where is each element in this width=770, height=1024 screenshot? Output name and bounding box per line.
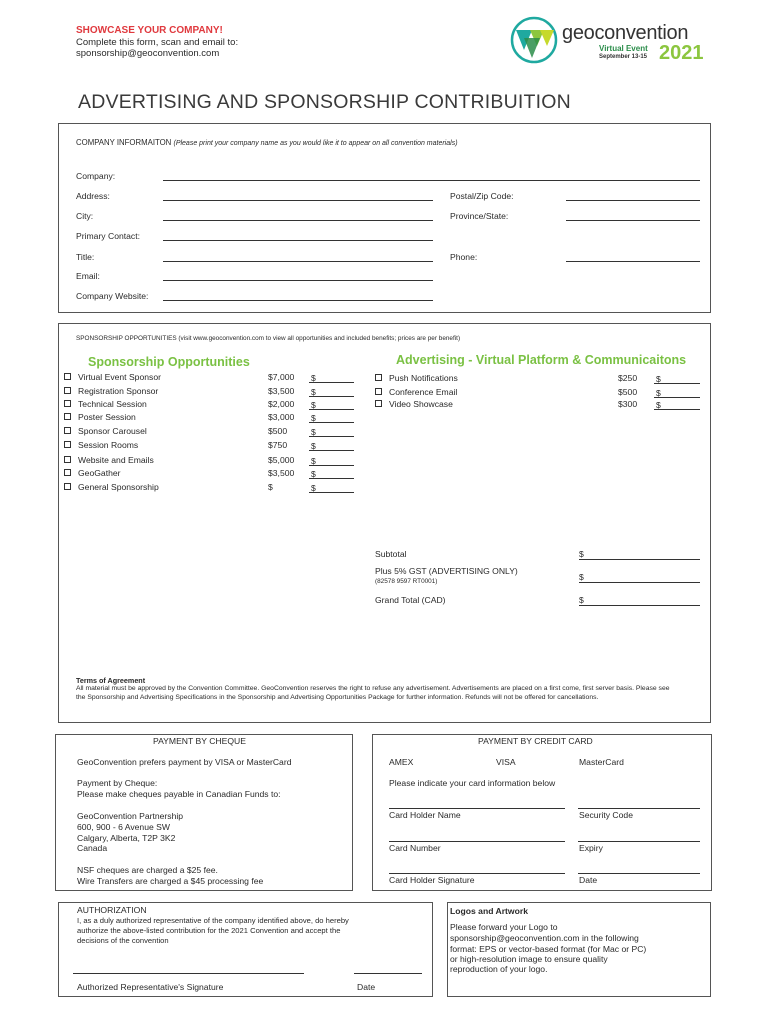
sponsorship-item[interactable] (64, 386, 158, 396)
email-field[interactable] (163, 280, 433, 281)
checkbox-icon[interactable] (375, 374, 382, 381)
card-date-field[interactable] (578, 873, 700, 874)
checkbox-icon[interactable] (64, 483, 71, 490)
card-amex[interactable]: AMEX (389, 757, 414, 767)
advertising-item-price: $500 (618, 387, 638, 397)
sponsorship-item-label: Technical Session (78, 399, 147, 409)
postal-label: Postal/Zip Code: (450, 191, 514, 201)
website-field[interactable] (163, 300, 433, 301)
city-label: City: (76, 211, 94, 221)
authorized-signature-field[interactable] (73, 973, 304, 974)
phone-field[interactable] (566, 261, 700, 262)
card-signature-field[interactable] (389, 873, 565, 874)
subtotal-field[interactable] (579, 559, 700, 560)
phone-label: Phone: (450, 252, 478, 262)
logo-virtual-event: Virtual Event (599, 44, 648, 53)
cheque-payable: Please make cheques payable in Canadian Funds to: (77, 789, 281, 799)
cheque-wire: Wire Transfers are charged a $45 processing fee (77, 876, 264, 886)
sponsorship-item-label: Session Rooms (78, 440, 139, 450)
logo-dates: September 13-15 (599, 54, 648, 60)
grand-total-field[interactable] (579, 605, 700, 606)
sponsorship-amount-dollar: $ (311, 400, 316, 410)
authorized-signature-label: Authorized Representative's Signature (77, 982, 224, 992)
logos-body-1: Please forward your Logo to (450, 922, 558, 932)
sponsorship-item-price: $2,000 (268, 399, 295, 409)
terms-heading: Terms of Agreement (76, 676, 146, 685)
address-field[interactable] (163, 200, 433, 201)
cheque-addr1: GeoConvention Partnership (77, 811, 184, 821)
instructions-line-1: Complete this form, scan and email to: (76, 37, 239, 48)
checkbox-icon[interactable] (64, 387, 71, 394)
sponsorship-amount-dollar: $ (311, 456, 316, 466)
sponsorship-item-label: Virtual Event Sponsor (78, 372, 161, 382)
sponsorship-item-label: General Sponsorship (78, 482, 159, 492)
sponsorship-item-label: Registration Sponsor (78, 386, 159, 396)
sponsorship-item-label: Website and Emails (78, 455, 154, 465)
sponsorship-item-price: $3,500 (268, 386, 295, 396)
grand-total-label: Grand Total (CAD) (375, 595, 446, 605)
card-heading: PAYMENT BY CREDIT CARD (478, 736, 593, 746)
gst-field[interactable] (579, 582, 700, 583)
checkbox-icon[interactable] (64, 469, 71, 476)
sponsorship-amount-dollar: $ (311, 413, 316, 423)
address-label: Address: (76, 191, 110, 201)
sponsorship-amount-field[interactable] (309, 465, 354, 466)
advertising-item-label: Push Notifications (389, 373, 458, 383)
security-code-field[interactable] (578, 808, 700, 809)
expiry-label: Expiry (579, 843, 603, 853)
card-holder-name-label: Card Holder Name (389, 810, 461, 820)
checkbox-icon[interactable] (64, 456, 71, 463)
sponsorship-item[interactable] (64, 412, 136, 422)
grand-total-dollar: $ (579, 595, 584, 605)
sponsorship-amount-field[interactable] (309, 492, 354, 493)
advertising-amount-field[interactable] (654, 409, 700, 410)
sponsorship-item[interactable] (64, 455, 154, 465)
expiry-field[interactable] (578, 841, 700, 842)
sponsorship-item[interactable] (64, 468, 121, 478)
email-label: Email: (76, 271, 100, 281)
opportunities-heading: SPONSORSHIP OPPORTUNITIES (visit www.geoconvention.com to view all opportunities and included benefits; prices are per benefit) (76, 335, 461, 342)
card-mastercard[interactable]: MasterCard (579, 757, 624, 767)
card-number-label: Card Number (389, 843, 441, 853)
sponsorship-item-price: $7,000 (268, 372, 295, 382)
authorization-body-3: decisions of the convention (77, 936, 169, 945)
company-info-heading: COMPANY INFORMAITON (Please print your company name as you would like it to appear on all convention materials) (76, 138, 458, 147)
sponsorship-amount-dollar: $ (311, 427, 316, 437)
sponsorship-item[interactable] (64, 372, 161, 382)
sponsorship-amount-field[interactable] (309, 396, 354, 397)
authorization-body-2: authorize the above-listed contribution for the 2021 Convention and accept the (77, 926, 341, 935)
province-label: Province/State: (450, 211, 509, 221)
sponsorship-amount-dollar: $ (311, 441, 316, 451)
sponsorship-amount-dollar: $ (311, 373, 316, 383)
subtotal-dollar: $ (579, 549, 584, 559)
logos-body-3: format: EPS or vector-based format (for Mac or PC) (450, 944, 647, 954)
authorization-date-field[interactable] (354, 973, 422, 974)
card-holder-name-field[interactable] (389, 808, 565, 809)
advertising-title: Advertising - Virtual Platform & Communicaitons (396, 353, 687, 367)
city-field[interactable] (163, 220, 433, 221)
logos-body-4: or high-resolution image to ensure quality (450, 954, 608, 964)
cheque-addr4: Canada (77, 843, 108, 853)
advertising-item-label: Video Showcase (389, 399, 453, 409)
advertising-item-price: $250 (618, 373, 638, 383)
sponsorship-item-label: Sponsor Carousel (78, 426, 147, 436)
advertising-amount-dollar: $ (656, 374, 661, 384)
sponsorship-item[interactable] (64, 399, 147, 409)
logos-body-2: sponsorship@geoconvention.com in the following (450, 933, 639, 943)
page-title: ADVERTISING AND SPONSORSHIP CONTRIBUITION (78, 91, 571, 113)
logo-mark-icon (510, 16, 558, 64)
logos-heading: Logos and Artwork (450, 906, 528, 916)
checkbox-icon[interactable] (375, 400, 382, 407)
checkbox-icon[interactable] (64, 373, 71, 380)
sponsorship-item-price: $5,000 (268, 455, 295, 465)
sponsorship-title: Sponsorship Opportunities (88, 355, 250, 369)
title-field[interactable] (163, 261, 433, 262)
cheque-addr2: 600, 900 - 6 Avenue SW (77, 822, 171, 832)
cheque-heading: PAYMENT BY CHEQUE (153, 736, 246, 746)
showcase-heading: SHOWCASE YOUR COMPANY! (76, 25, 223, 36)
sponsorship-amount-field[interactable] (309, 382, 354, 383)
card-indicate: Please indicate your card information below (389, 778, 556, 788)
card-visa[interactable]: VISA (496, 757, 516, 767)
title-label: Title: (76, 252, 95, 262)
province-field[interactable] (566, 220, 700, 221)
advertising-item[interactable] (375, 373, 458, 383)
sponsorship-item-price: $ (268, 482, 273, 492)
geoconvention-logo (510, 16, 710, 66)
checkbox-icon[interactable] (375, 388, 382, 395)
sponsorship-amount-field[interactable] (309, 422, 354, 423)
checkbox-icon[interactable] (64, 413, 71, 420)
gst-number: (82578 9597 RT0001) (375, 578, 438, 585)
checkbox-icon[interactable] (64, 427, 71, 434)
advertising-amount-field[interactable] (654, 383, 700, 384)
checkbox-icon[interactable] (64, 400, 71, 407)
authorization-date-label: Date (357, 982, 376, 992)
sponsorship-item[interactable] (64, 440, 138, 450)
sponsorship-item-price: $500 (268, 426, 288, 436)
opportunities-section (58, 323, 711, 723)
advertising-item[interactable] (375, 387, 457, 397)
sponsorship-amount-field[interactable] (309, 478, 354, 479)
logo-year: 2021 (659, 42, 704, 64)
cheque-nsf: NSF cheques are charged a $25 fee. (77, 865, 218, 875)
terms-body: All material must be approved by the Convention Committee. GeoConvention reserves the right to refuse any advertisement. Advertisements are placed on a first come, first server basis. Please see the Sponsorship and Advertising Specifications in the Sponsorship and Advertising Opportunities Package for further information. Refunds will not be offered for cancellations. (76, 685, 670, 701)
cheque-addr3: Calgary, Alberta, T2P 3K2 (77, 833, 176, 843)
logo-text: geoconvention (562, 22, 689, 44)
company-field[interactable] (163, 180, 700, 181)
sponsorship-amount-field[interactable] (309, 409, 354, 410)
card-signature-label: Card Holder Signature (389, 875, 475, 885)
sponsorship-item-label: GeoGather (78, 468, 121, 478)
sponsorship-amount-field[interactable] (309, 436, 354, 437)
sponsorship-item-price: $3,000 (268, 412, 295, 422)
security-code-label: Security Code (579, 810, 633, 820)
sponsorship-item-price: $750 (268, 440, 288, 450)
advertising-item-label: Conference Email (389, 387, 458, 397)
logos-body-5: reproduction of your logo. (450, 964, 548, 974)
authorization-heading: AUTHORIZATION (77, 905, 147, 915)
advertising-item-price: $300 (618, 399, 638, 409)
authorization-body-1: I, as a duly authorized representative of the company identified above, do hereby (77, 916, 349, 925)
instructions-email: sponsorship@geoconvention.com (76, 48, 220, 59)
company-label: Company: (76, 171, 116, 181)
subtotal-label: Subtotal (375, 549, 407, 559)
card-number-field[interactable] (389, 841, 565, 842)
company-info-section (58, 123, 711, 313)
advertising-amount-dollar: $ (656, 388, 661, 398)
advertising-amount-dollar: $ (656, 400, 661, 410)
advertising-amount-field[interactable] (654, 397, 700, 398)
sponsorship-item-price: $3,500 (268, 468, 295, 478)
primary-contact-label: Primary Contact: (76, 231, 140, 241)
checkbox-icon[interactable] (64, 441, 71, 448)
sponsorship-item-label: Poster Session (78, 412, 136, 422)
sponsorship-amount-dollar: $ (311, 469, 316, 479)
sponsorship-amount-dollar: $ (311, 483, 316, 493)
card-date-label: Date (579, 875, 598, 885)
postal-field[interactable] (566, 200, 700, 201)
website-label: Company Website: (76, 291, 149, 301)
sponsorship-item[interactable] (64, 426, 147, 436)
sponsorship-amount-dollar: $ (311, 387, 316, 397)
gst-label: Plus 5% GST (ADVERTISING ONLY) (375, 566, 518, 576)
sponsorship-item[interactable] (64, 482, 159, 492)
gst-dollar: $ (579, 572, 584, 582)
sponsorship-amount-field[interactable] (309, 450, 354, 451)
advertising-item[interactable] (375, 399, 453, 409)
cheque-by: Payment by Cheque: (77, 778, 158, 788)
primary-contact-field[interactable] (163, 240, 433, 241)
cheque-prefer: GeoConvention prefers payment by VISA or MasterCard (77, 757, 292, 767)
